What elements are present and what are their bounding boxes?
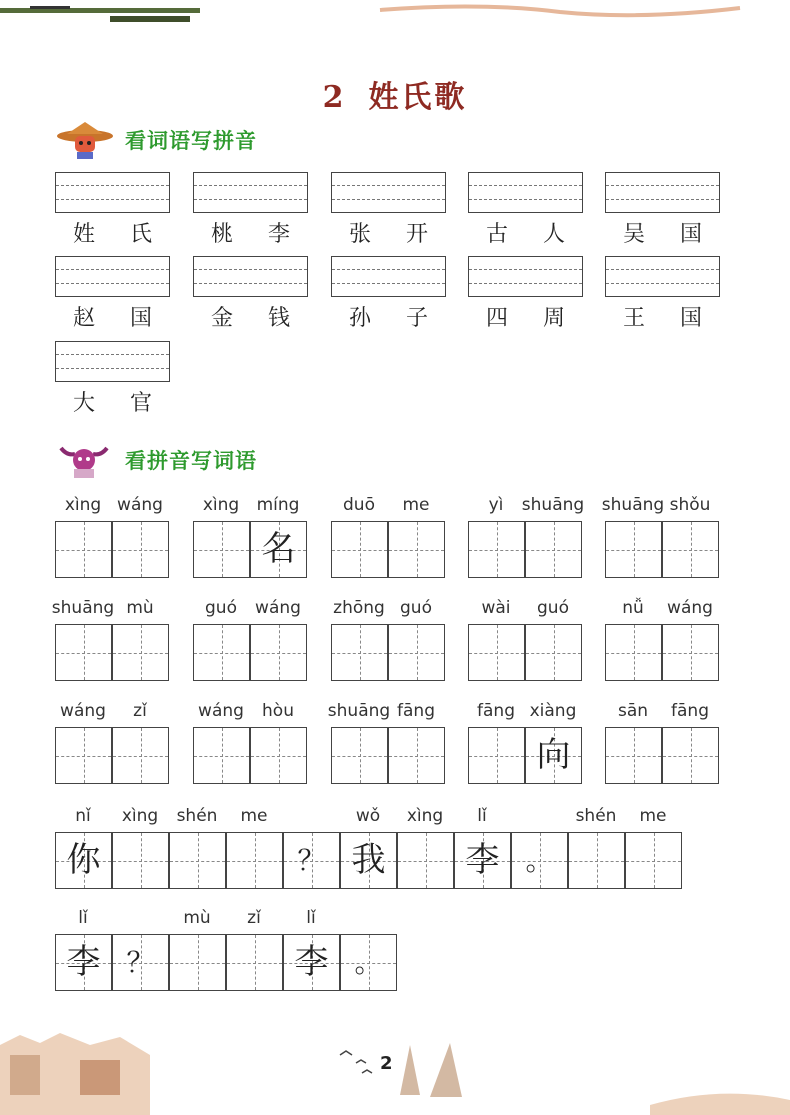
cell-character [332,728,387,783]
bottom-scenery-decoration [0,1015,790,1115]
cell-character [113,625,168,680]
tianzige-cell[interactable] [250,624,307,681]
tianzige-cell[interactable] [112,521,169,578]
pinyin-label: me [639,806,667,826]
tianzige-cell[interactable] [468,727,525,784]
tianzige-cell[interactable] [55,832,112,889]
pinyin-label: fāng [477,701,515,721]
pinyin-label: lǐ [306,908,316,928]
pinyin-label: wáng [667,598,713,618]
tianzige-cell[interactable] [331,624,388,681]
cell-character: ？ [126,946,155,979]
word-character: 周 [542,306,565,331]
tianzige-cell[interactable] [340,934,397,991]
tianzige-cell[interactable] [112,832,169,889]
pinyin-label: xìng [64,495,102,515]
cell-character [227,935,282,990]
lesson-title [0,72,790,116]
tianzige-cell[interactable] [169,934,226,991]
tianzige-cell[interactable] [388,727,445,784]
section-label: 看拼音写词语 [125,449,257,473]
cell-character: 向 [536,735,571,775]
word-character: 赵 [72,306,95,331]
cell-character [170,833,225,888]
mascot-bull-icon [55,440,117,480]
tianzige-cell[interactable] [662,624,719,681]
tianzige-cell[interactable] [625,832,682,889]
pinyin-label: me [240,806,268,826]
cell-character [606,728,661,783]
pinyin-writing-box[interactable] [193,172,308,213]
pinyin-label: shén [575,806,617,826]
cell-character [389,625,444,680]
word-character: 姓 [72,222,95,247]
cell-character [194,625,249,680]
tianzige-cell[interactable] [388,624,445,681]
pinyin-label: yì [488,495,504,515]
pinyin-writing-box[interactable] [193,256,308,297]
word-character: 国 [129,306,152,331]
tianzige-cell[interactable] [193,727,250,784]
section-label: 看词语写拼音 [125,129,257,153]
cell-character [389,728,444,783]
tianzige-cell[interactable] [468,521,525,578]
pinyin-label: shǒu [669,495,711,515]
cell-character [569,833,624,888]
tianzige-cell[interactable] [55,727,112,784]
pinyin-label: míng [256,495,300,515]
tianzige-cell[interactable] [193,521,250,578]
tianzige-cell[interactable] [55,521,112,578]
tianzige-cell[interactable] [169,832,226,889]
cell-character [389,522,444,577]
word-character: 吴 [622,222,645,247]
word-character: 桃 [210,222,233,247]
cell-character [332,522,387,577]
cell-character: 名 [261,529,296,569]
word-character: 大 [72,391,95,416]
tianzige-cell[interactable] [340,832,397,889]
pinyin-label: duō [343,495,375,515]
pinyin-writing-box[interactable] [55,172,170,213]
pinyin-label: nǐ [75,806,91,826]
section-header-write-words [55,440,257,480]
cell-character: 。 [525,844,554,877]
pinyin-writing-box[interactable] [331,256,446,297]
pinyin-label: wáng [255,598,301,618]
section-header-write-pinyin [55,120,257,160]
lesson-number: 2 [322,80,347,115]
cell-character [56,522,111,577]
page-number: 2 [380,1053,393,1074]
lesson-name: 姓氏歌 [368,80,468,115]
pinyin-label: fāng [671,701,709,721]
pinyin-label: wáng [60,701,106,721]
cell-character: 李 [294,942,329,982]
mascot-hat-icon [55,120,117,160]
pinyin-label: guó [205,598,237,618]
pinyin-label: me [402,495,430,515]
word-character: 孙 [348,306,371,331]
top-border-decoration [0,0,790,30]
tianzige-cell[interactable] [525,521,582,578]
pinyin-label: shuāng [327,701,391,721]
word-character: 氏 [129,222,152,247]
word-character: 官 [129,391,152,416]
pinyin-label: mù [126,598,154,618]
pinyin-label: lǐ [78,908,88,928]
cell-character: 李 [465,840,500,880]
pinyin-label: nǚ [622,598,644,618]
tianzige-cell[interactable] [331,727,388,784]
cell-character [56,625,111,680]
tianzige-cell[interactable] [112,934,169,991]
cell-character [194,728,249,783]
tianzige-cell[interactable] [468,624,525,681]
pinyin-label: wáng [117,495,163,515]
cell-character [56,728,111,783]
cell-character: 我 [351,840,386,880]
pinyin-writing-box[interactable] [55,341,170,382]
word-character: 金 [210,306,233,331]
pinyin-writing-box[interactable] [331,172,446,213]
cell-character [251,625,306,680]
cell-character [251,728,306,783]
word-character: 古 [485,222,508,247]
word-character: 王 [622,306,645,331]
cell-character [113,522,168,577]
cell-character [194,522,249,577]
pinyin-label: xìng [406,806,444,826]
tianzige-cell[interactable] [112,624,169,681]
tianzige-cell[interactable] [568,832,625,889]
cell-character [663,522,718,577]
word-character: 四 [485,306,508,331]
tianzige-cell[interactable] [454,832,511,889]
tianzige-cell[interactable] [525,727,582,784]
cell-character: 。 [354,946,383,979]
cell-character [606,522,661,577]
tianzige-cell[interactable] [283,832,340,889]
pinyin-label: hòu [262,701,294,721]
pinyin-writing-box[interactable] [468,172,583,213]
tianzige-cell[interactable] [388,521,445,578]
tianzige-cell[interactable] [193,624,250,681]
pinyin-label: shuāng [601,495,665,515]
cell-character [606,625,661,680]
cell-character [113,833,168,888]
tianzige-cell[interactable] [226,934,283,991]
word-character: 李 [267,222,290,247]
pinyin-label: guó [537,598,569,618]
pinyin-label: shén [176,806,218,826]
cell-character [469,625,524,680]
pinyin-label: lǐ [477,806,487,826]
cell-character [526,625,581,680]
tianzige-cell[interactable] [112,727,169,784]
cell-character [663,625,718,680]
cell-character [469,728,524,783]
word-character: 国 [679,222,702,247]
tianzige-cell[interactable] [55,624,112,681]
pinyin-label: xiàng [529,701,577,721]
cell-character: 你 [66,840,101,880]
tianzige-cell[interactable] [605,521,662,578]
pinyin-label: xìng [202,495,240,515]
tianzige-cell[interactable] [662,727,719,784]
pinyin-writing-box[interactable] [605,172,720,213]
pinyin-writing-box[interactable] [605,256,720,297]
pinyin-label: wǒ [355,806,381,826]
cell-character [227,833,282,888]
pinyin-label: shuāng [521,495,585,515]
pinyin-label: guó [400,598,432,618]
pinyin-label: zǐ [247,908,261,928]
tianzige-cell[interactable] [605,727,662,784]
pinyin-label: zǐ [133,701,147,721]
cell-character [113,728,168,783]
pinyin-label: zhōng [333,598,385,618]
tianzige-cell[interactable] [250,521,307,578]
word-character: 人 [542,222,565,247]
word-character: 子 [405,306,428,331]
word-character: 钱 [267,306,290,331]
cell-character [170,935,225,990]
word-character: 张 [348,222,371,247]
tianzige-cell[interactable] [511,832,568,889]
cell-character [398,833,453,888]
cell-character [469,522,524,577]
tianzige-cell[interactable] [55,934,112,991]
pinyin-label: wáng [198,701,244,721]
pinyin-label: xìng [121,806,159,826]
pinyin-writing-box[interactable] [55,256,170,297]
tianzige-cell[interactable] [397,832,454,889]
tianzige-cell[interactable] [662,521,719,578]
tianzige-cell[interactable] [250,727,307,784]
cell-character [626,833,681,888]
tianzige-cell[interactable] [525,624,582,681]
cell-character [526,522,581,577]
tianzige-cell[interactable] [605,624,662,681]
cell-character: 李 [66,942,101,982]
word-character: 国 [679,306,702,331]
pinyin-writing-box[interactable] [468,256,583,297]
pinyin-label: wài [481,598,511,618]
cell-character [332,625,387,680]
pinyin-label: mù [183,908,211,928]
pinyin-label: fāng [397,701,435,721]
tianzige-cell[interactable] [283,934,340,991]
tianzige-cell[interactable] [226,832,283,889]
pinyin-label: sān [617,701,649,721]
pinyin-label: shuāng [51,598,115,618]
cell-character: ？ [297,844,326,877]
tianzige-cell[interactable] [331,521,388,578]
word-character: 开 [405,222,428,247]
cell-character [663,728,718,783]
